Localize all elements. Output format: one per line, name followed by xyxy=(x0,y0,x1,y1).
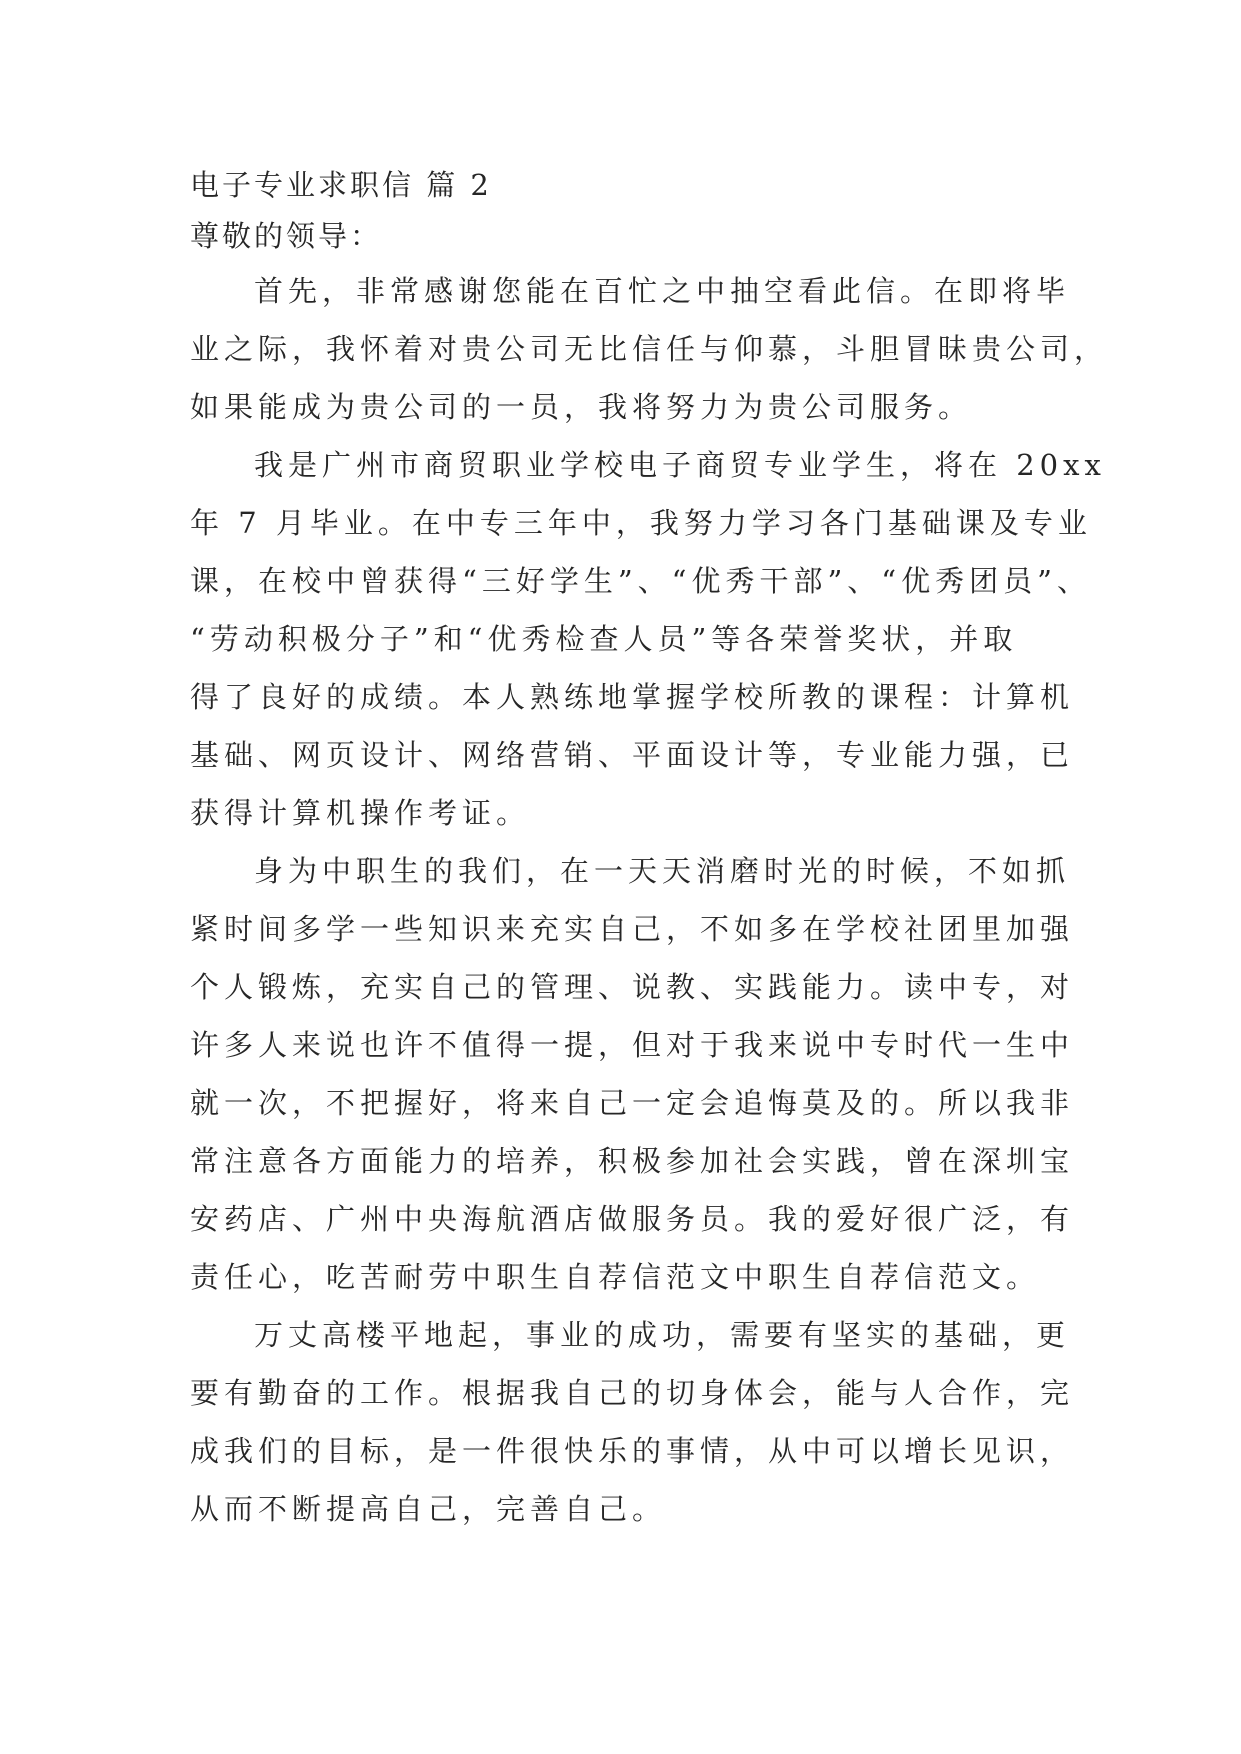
paragraph-line: 业之际，我怀着对贵公司无比信任与仰慕，斗胆冒昧贵公司， xyxy=(190,332,1109,366)
paragraph-line: 首先，非常感谢您能在百忙之中抽空看此信。在即将毕 xyxy=(254,274,1071,308)
paragraph-line: 获得计算机操作考证。 xyxy=(190,796,531,830)
paragraph-line: 安药店、广州中央海航酒店做服务员。我的爱好很广泛，有 xyxy=(190,1202,1075,1236)
paragraph xyxy=(190,842,1075,1306)
paragraph-line: 得了良好的成绩。本人熟练地掌握学校所教的课程：计算机 xyxy=(190,680,1075,714)
paragraph-line: 基础、网页设计、网络营销、平面设计等，专业能力强，已 xyxy=(190,738,1075,772)
paragraph-line: “劳动积极分子”和“优秀检查人员”等各荣誉奖状，并取 xyxy=(190,622,1018,656)
greeting: 尊敬的领导： xyxy=(190,219,383,253)
paragraph-line: 成我们的目标，是一件很快乐的事情，从中可以增长见识， xyxy=(190,1434,1075,1468)
paragraph xyxy=(190,1306,1075,1538)
paragraph-line: 责任心，吃苦耐劳中职生自荐信范文中职生自荐信范文。 xyxy=(190,1260,1041,1294)
paragraph-line: 要有勤奋的工作。根据我自己的切身体会，能与人合作，完 xyxy=(190,1376,1075,1410)
paragraph-line: 从而不断提高自己，完善自己。 xyxy=(190,1492,667,1526)
paragraph xyxy=(190,436,1106,842)
paragraph-line: 我是广州市商贸职业学校电子商贸专业学生，将在 20xx xyxy=(254,448,1106,482)
paragraph-line: 年 7 月毕业。在中专三年中，我努力学习各门基础课及专业 xyxy=(190,506,1092,540)
paragraph-line: 常注意各方面能力的培养，积极参加社会实践，曾在深圳宝 xyxy=(190,1144,1075,1178)
document-title: 电子专业求职信 篇 2 xyxy=(190,168,492,202)
paragraph-line: 许多人来说也许不值得一提，但对于我来说中专时代一生中 xyxy=(190,1028,1075,1062)
paragraph-line: 课，在校中曾获得“三好学生”、“优秀干部”、“优秀团员”、 xyxy=(190,564,1091,598)
paragraph-line: 身为中职生的我们，在一天天消磨时光的时候，不如抓 xyxy=(254,854,1071,888)
paragraph-line: 紧时间多学一些知识来充实自己，不如多在学校社团里加强 xyxy=(190,912,1075,946)
paragraph-line: 就一次，不把握好，将来自己一定会追悔莫及的。所以我非 xyxy=(190,1086,1075,1120)
paragraph xyxy=(190,262,1109,436)
paragraph-line: 万丈高楼平地起，事业的成功，需要有坚实的基础，更 xyxy=(254,1318,1071,1352)
letter-body xyxy=(190,160,1109,1538)
paragraph-line: 个人锻炼，充实自己的管理、说教、实践能力。读中专，对 xyxy=(190,970,1075,1004)
paragraph-line: 如果能成为贵公司的一员，我将努力为贵公司服务。 xyxy=(190,390,973,424)
